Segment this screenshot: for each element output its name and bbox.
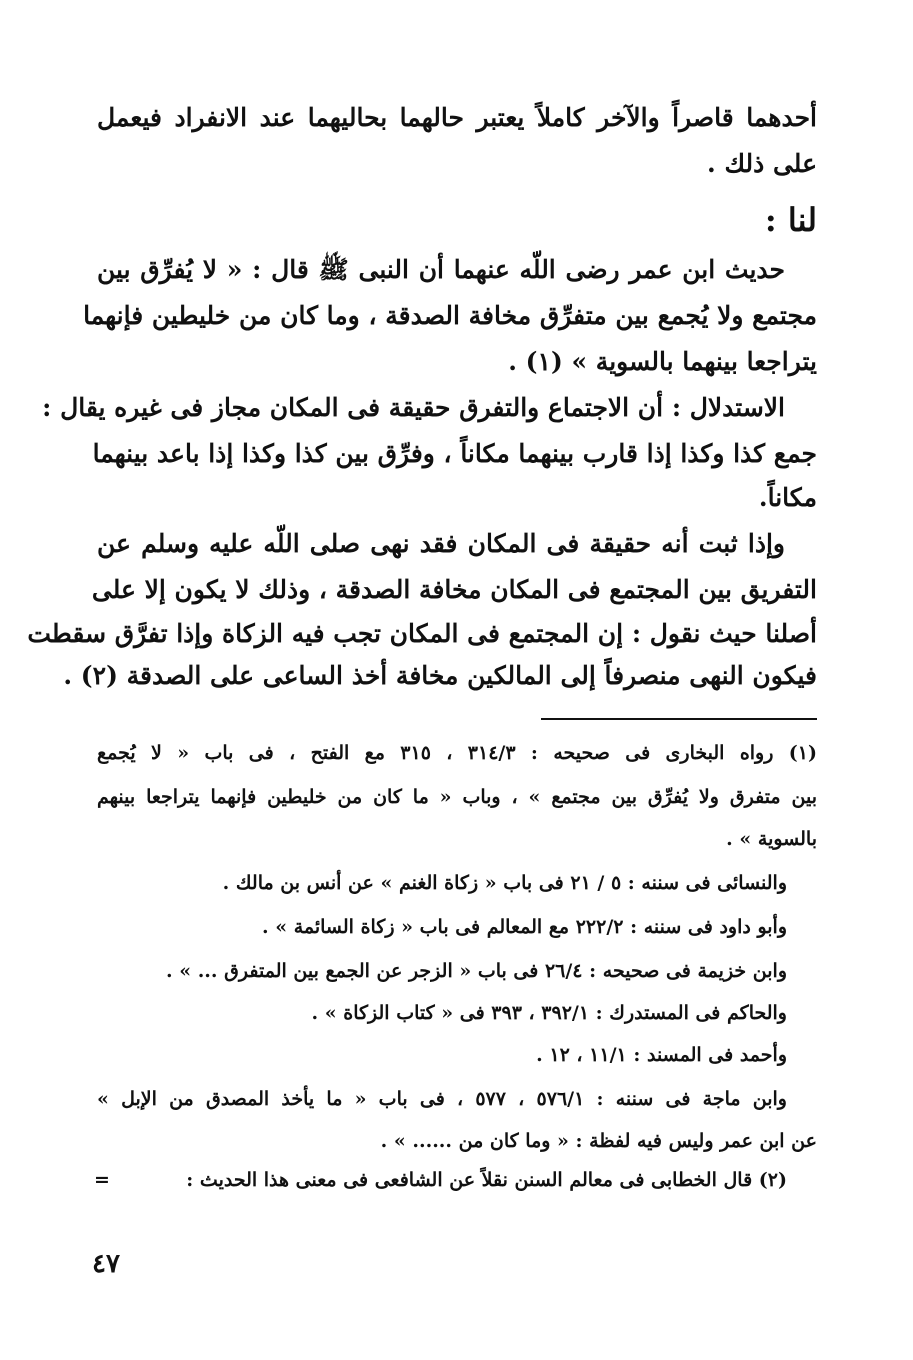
body-line: على ذلك . xyxy=(707,149,817,178)
section-heading: لنا : xyxy=(764,201,817,239)
footnote-source-line: والنسائى فى سننه : ٥ / ٢١ فى باب « زكاة الغنم » عن أنس بن مالك . xyxy=(222,872,787,894)
footnote-continuation-mark: = xyxy=(94,1169,110,1191)
footnote-source-line: وأحمد فى المسند : ١١/١ ، ١٢ . xyxy=(536,1044,787,1066)
footnote-line: بين متفرق ولا يُفرِّق بين مجتمع » ، وباب « ما كان من خليطين فإنهما يتراجعا بينهم xyxy=(97,786,817,808)
body-line: أحدهما قاصراً والآخر كاملاً يعتبر حالهما بحاليهما عند الانفراد فيعمل xyxy=(97,103,817,132)
footnote-line: بالسوية » . xyxy=(726,828,817,850)
footnote-source-line: وابن خزيمة فى صحيحه : ٢٦/٤ فى باب « الزجر عن الجمع بين المتفرق ... » . xyxy=(165,960,787,982)
footnote-line: عن ابن عمر وليس فيه لفظة : « وما كان من ...... » . xyxy=(380,1130,817,1152)
body-line: الاستدلال : أن الاجتماع والتفرق حقيقة فى المكان مجاز فى غيره يقال : xyxy=(42,393,785,422)
footnote-source-line: وأبو داود فى سننه : ٢٢٢/٢ مع المعالم فى باب « زكاة السائمة » . xyxy=(261,916,787,938)
body-line: فيكون النهى منصرفاً إلى المالكين مخافة أخذ الساعى على الصدقة (٢) . xyxy=(63,661,817,690)
footnote-source-line: وابن ماجة فى سننه : ٥٧٦/١ ، ٥٧٧ ، فى باب « ما يأخذ المصدق من الإبل » xyxy=(97,1088,787,1110)
footnote-line: (١) رواه البخارى فى صحيحه : ٣١٤/٣ ، ٣١٥ مع الفتح ، فى باب « لا يُجمع xyxy=(97,742,817,764)
footnote-source-line: والحاكم فى المستدرك : ٣٩٢/١ ، ٣٩٣ فى « كتاب الزكاة » . xyxy=(311,1002,787,1024)
body-line: مجتمع ولا يُجمع بين متفرِّق مخافة الصدقة ، وما كان من خليطين فإنهما xyxy=(83,301,817,330)
footnote-divider xyxy=(541,718,817,720)
footnote-line: (٢) قال الخطابى فى معالم السنن نقلاً عن الشافعى فى معنى هذا الحديث : xyxy=(186,1169,787,1191)
body-line: مكاناً. xyxy=(758,483,817,512)
body-line: حديث ابن عمر رضى اللّه عنهما أن النبى ﷺ قال : « لا يُفرِّق بين xyxy=(97,255,785,284)
body-line: جمع كذا وكذا إذا قارب بينهما مكاناً ، وفرِّق بين كذا وكذا إذا باعد بينهما xyxy=(92,439,817,468)
body-line: التفريق بين المجتمع فى المكان مخافة الصدقة ، وذلك لا يكون إلا على xyxy=(91,575,817,604)
body-line: وإذا ثبت أنه حقيقة فى المكان فقد نهى صلى اللّه عليه وسلم عن xyxy=(97,529,785,558)
body-line: يتراجعا بينهما بالسوية » (١) . xyxy=(508,347,817,376)
body-line: أصلنا حيث نقول : إن المجتمع فى المكان تجب فيه الزكاة وإذا تفرَّق سقطت xyxy=(27,619,817,648)
page-number: ٤٧ xyxy=(92,1249,120,1279)
